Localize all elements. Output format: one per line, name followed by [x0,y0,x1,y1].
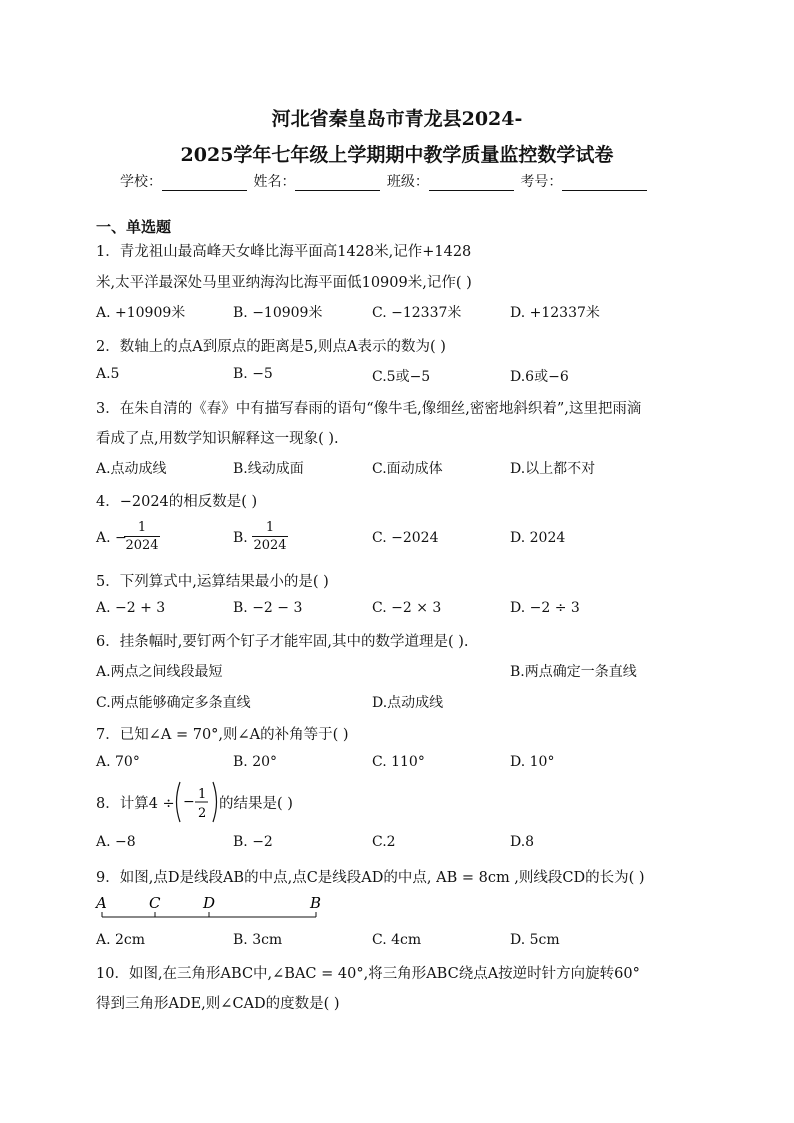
q2-option-c: C.5或−5 [372,369,431,385]
question-1-line1: 1．青龙祖山最高峰天女峰比海平面高1428米,记作+1428 [96,244,472,260]
question-10-line1: 10．如图,在三角形ABC中,∠BAC = 40°,将三角形ABC绕点A按逆时针方向旋转60° [96,966,640,982]
question-8-suffix: 的结果是( ) [219,796,293,812]
school-blank [162,176,247,191]
q2-option-a: A.5 [96,366,120,382]
q9-option-c: C. 4cm [372,932,422,948]
exam-title-line1: 河北省秦皇岛市青龙县2024- [271,108,523,130]
question-1-line2: 米,太平洋最深处马里亚纳海沟比海平面低10909米,记作( ) [96,275,472,291]
class-blank [429,176,514,191]
q3-option-b: B.线动成面 [233,461,304,477]
question-3-line1: 3．在朱自清的《春》中有描写春雨的语句“像牛毛,像细丝,密密地斜织着”,这里把雨滴 [96,401,642,417]
number-label: 考号： [520,174,563,190]
q8-minus-sign: − [183,794,195,810]
question-9: 9．如图,点D是线段AB的中点,点C是线段AD的中点, AB = 8cm ,则线段CD的长为( ) [96,870,645,886]
q4-option-c: C. −2024 [372,530,439,546]
class-label: 班级： [386,174,429,190]
q2-option-b: B. −5 [233,366,273,382]
point-label-b: B [310,894,322,912]
q5-option-d: D. −2 ÷ 3 [510,600,580,616]
q5-option-a: A. −2 + 3 [96,600,166,616]
point-label-d: D [203,894,216,912]
q1-option-d: D. +12337米 [510,305,600,321]
q9-option-b: B. 3cm [233,932,283,948]
question-5: 5．下列算式中,运算结果最小的是( ) [96,574,329,590]
q2-option-d: D.6或−6 [510,369,569,385]
q7-option-c: C. 110° [372,754,425,770]
q6-option-c: C.两点能够确定多条直线 [96,695,251,711]
q8-option-c: C.2 [372,834,396,850]
question-6: 6．挂条幅时,要钉两个钉子才能牢固,其中的数学道理是( ). [96,634,469,650]
question-10-line2: 得到三角形ADE,则∠CAD的度数是( ) [96,996,340,1012]
q7-option-b: B. 20° [233,754,278,770]
q8-fraction-expression [172,779,220,825]
q5-option-b: B. −2 − 3 [233,600,303,616]
q7-option-d: D. 10° [510,754,555,770]
section-heading: 一、单选题 [96,218,172,236]
q4-option-a-fraction: 1 2024 [125,520,159,553]
q1-option-a: A. +10909米 [96,305,186,321]
q3-option-a: A.点动成线 [96,461,167,477]
q9-option-a: A. 2cm [96,932,146,948]
q3-option-c: C.面动成体 [372,461,443,477]
question-7: 7．已知∠A = 70°,则∠A的补角等于( ) [96,727,349,743]
q6-option-b: B.两点确定一条直线 [510,664,637,680]
name-blank [295,176,380,191]
q6-option-a: A.两点之间线段最短 [96,664,223,680]
q6-option-d: D.点动成线 [372,695,444,711]
q9-option-d: D. 5cm [510,932,560,948]
q4-option-a: A. − [96,530,127,546]
q8-option-b: B. −2 [233,834,273,850]
question-4: 4．−2024的相反数是( ) [96,494,258,510]
q7-option-a: A. 70° [96,754,140,770]
student-info-row [120,171,649,191]
q5-option-c: C. −2 × 3 [372,600,442,616]
question-8-prefix: 8．计算4 ÷ [96,796,175,812]
question-2: 2．数轴上的点A到原点的距离是5,则点A表示的数为( ) [96,339,446,355]
name-label: 姓名： [253,174,296,190]
q1-option-c: C. −12337米 [372,305,462,321]
school-label: 学校： [120,174,162,190]
q4-option-b: B. [233,530,248,546]
q8-frac-num: 1 [198,787,207,802]
q8-option-d: D.8 [510,834,535,850]
number-blank [562,176,647,191]
q3-option-d: D.以上都不对 [510,461,596,477]
question-3-line2: 看成了点,用数学知识解释这一现象( ). [96,431,339,447]
point-label-c: C [149,894,161,912]
point-label-a: A [96,894,107,912]
segment-figure [92,893,332,925]
q4-option-b-fraction: 1 2024 [253,520,287,553]
q8-option-a: A. −8 [96,834,136,850]
exam-title-line2: 2025学年七年级上学期期中教学质量监控数学试卷 [180,144,614,166]
q1-option-b: B. −10909米 [233,305,323,321]
q4-option-d: D. 2024 [510,530,566,546]
q8-frac-den: 2 [198,806,207,821]
